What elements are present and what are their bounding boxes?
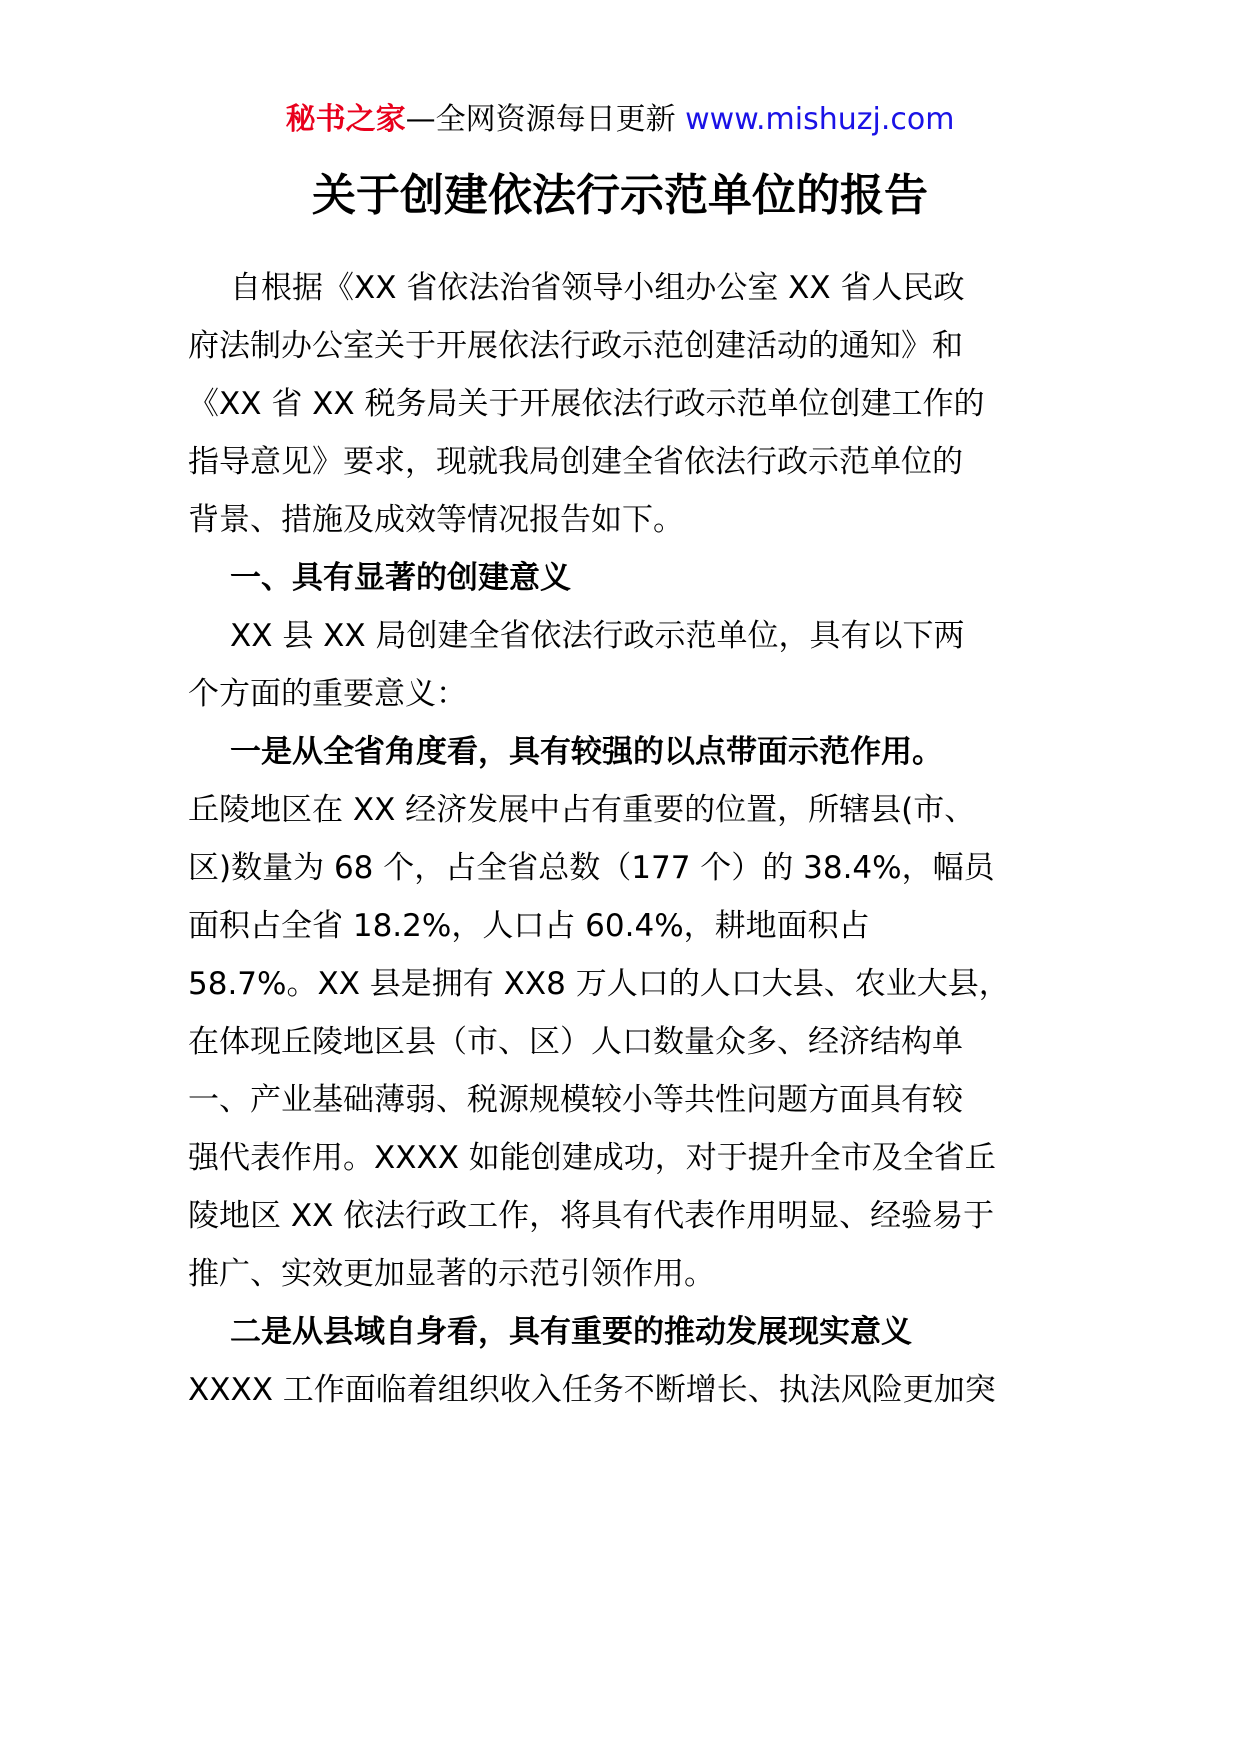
paragraph-line: 一、产业基础薄弱、税源规模较小等共性问题方面具有较 [188, 1082, 963, 1118]
subheading: 二是从县域自身看，具有重要的推动发展现实意义 [230, 1314, 912, 1350]
paragraph-line: 强代表作用。XXXX 如能创建成功，对于提升全市及全省丘 [188, 1140, 996, 1176]
paragraph-line: 区)数量为 68 个，占全省总数（177 个）的 38.4%，幅员 [188, 850, 995, 886]
paragraph-line: 自根据《XX 省依法治省领导小组办公室 XX 省人民政 [230, 270, 965, 306]
paragraph-line: XX 县 XX 局创建全省依法行政示范单位，具有以下两 [230, 618, 965, 654]
paragraph-line: XXXX 工作面临着组织收入任务不断增长、执法风险更加突 [188, 1372, 996, 1408]
document-title: 关于创建依法行示范单位的报告 [312, 170, 928, 221]
paragraph-line: 陵地区 XX 依法行政工作，将具有代表作用明显、经验易于 [188, 1198, 995, 1234]
paragraph-line: 在体现丘陵地区县（市、区）人口数量众多、经济结构单 [188, 1024, 963, 1060]
paragraph-line: 丘陵地区在 XX 经济发展中占有重要的位置，所辖县(市、 [188, 792, 976, 828]
site-header [0, 100, 1240, 140]
site-url-link[interactable]: www.mishuzj.com [685, 102, 955, 137]
paragraph-line: 府法制办公室关于开展依法行政示范创建活动的通知》和 [188, 328, 963, 364]
paragraph-line: 《XX 省 XX 税务局关于开展依法行政示范单位创建工作的 [188, 386, 985, 422]
paragraph-line: 背景、措施及成效等情况报告如下。 [188, 502, 684, 538]
paragraph-line: 个方面的重要意义： [188, 676, 467, 712]
site-slogan: —全网资源每日更新 [405, 102, 676, 137]
paragraph-line: 58.7%。XX 县是拥有 XX8 万人口的人口大县、农业大县， [188, 966, 1010, 1002]
section-heading: 一、具有显著的创建意义 [230, 560, 571, 596]
paragraph-line: 面积占全省 18.2%，人口占 60.4%，耕地面积占 [188, 908, 870, 944]
paragraph-line: 推广、实效更加显著的示范引领作用。 [188, 1256, 715, 1292]
paragraph-line: 指导意见》要求，现就我局创建全省依法行政示范单位的 [188, 444, 963, 480]
subheading: 一是从全省角度看，具有较强的以点带面示范作用。 [230, 734, 943, 770]
site-brand: 秘书之家 [285, 102, 406, 137]
